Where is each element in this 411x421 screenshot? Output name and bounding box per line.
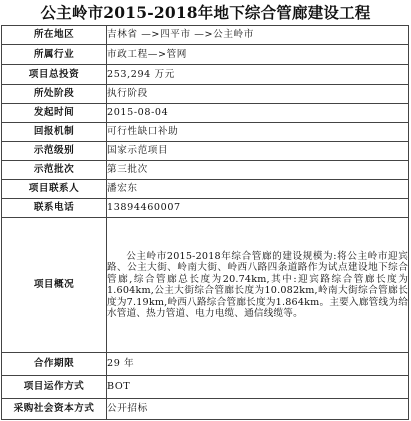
field-label: 项目总投资 [2,65,107,85]
field-label: 采购社会资本方式 [2,399,107,420]
field-value: BOT [107,376,409,399]
table-row [2,123,409,142]
table-row [2,45,409,65]
project-overview-cell [107,218,409,353]
field-label: 示范批次 [2,161,107,180]
table-row [2,180,409,199]
table-row [2,218,409,353]
table-row [2,199,409,218]
field-value: 执行阶段 [107,85,409,104]
field-label: 发起时间 [2,104,107,123]
table-row [2,26,409,45]
field-label: 回报机制 [2,123,107,142]
project-info-table [1,25,409,420]
field-label: 项目概况 [2,218,107,353]
field-value: 吉林省 —>四平市 —>公主岭市 [107,26,409,45]
page-title: 公主岭市2015-2018年地下综合管廊建设工程 [40,3,371,22]
table-row [2,85,409,104]
field-label: 所属行业 [2,45,107,65]
field-value: 潘宏东 [107,180,409,199]
field-label: 联系电话 [2,199,107,218]
field-value: 253,294 万元 [107,65,409,85]
field-value: 29 年 [107,353,409,376]
table-row [2,399,409,420]
table-row [2,65,409,85]
field-label: 项目联系人 [2,180,107,199]
field-label: 合作期限 [2,353,107,376]
table-row [2,161,409,180]
field-value: 可行性缺口补助 [107,123,409,142]
field-value: 13894460007 [107,199,409,218]
field-label: 所处阶段 [2,85,107,104]
field-value: 市政工程—>管网 [107,45,409,65]
field-label: 项目运作方式 [2,376,107,399]
field-label: 示范级别 [2,142,107,161]
table-row [2,142,409,161]
field-value: 第三批次 [107,161,409,180]
project-overview-text: 公主岭市2015-2018年综合管廊的建设规模为:将公主岭市迎宾路、公主大街、岭南大街、岭西八路四条道路作为试点建设地下综合管廊,综合管廊总长度为20.74km,其中:迎宾路综合管廊长度为1.604km,公主大街综合管廊长度为10.082km,岭南大街综合管廊长度为7.19km,岭西八路综合管廊长度为1.864km。主要入廊管线为给水管道、热力管道、电力电缆、通信线缆等。 [107,250,408,319]
field-value: 公开招标 [107,399,409,420]
field-value: 2015-08-04 [107,104,409,123]
table-row [2,353,409,376]
table-row [2,104,409,123]
field-value: 国家示范项目 [107,142,409,161]
field-label: 所在地区 [2,26,107,45]
table-row [2,376,409,399]
